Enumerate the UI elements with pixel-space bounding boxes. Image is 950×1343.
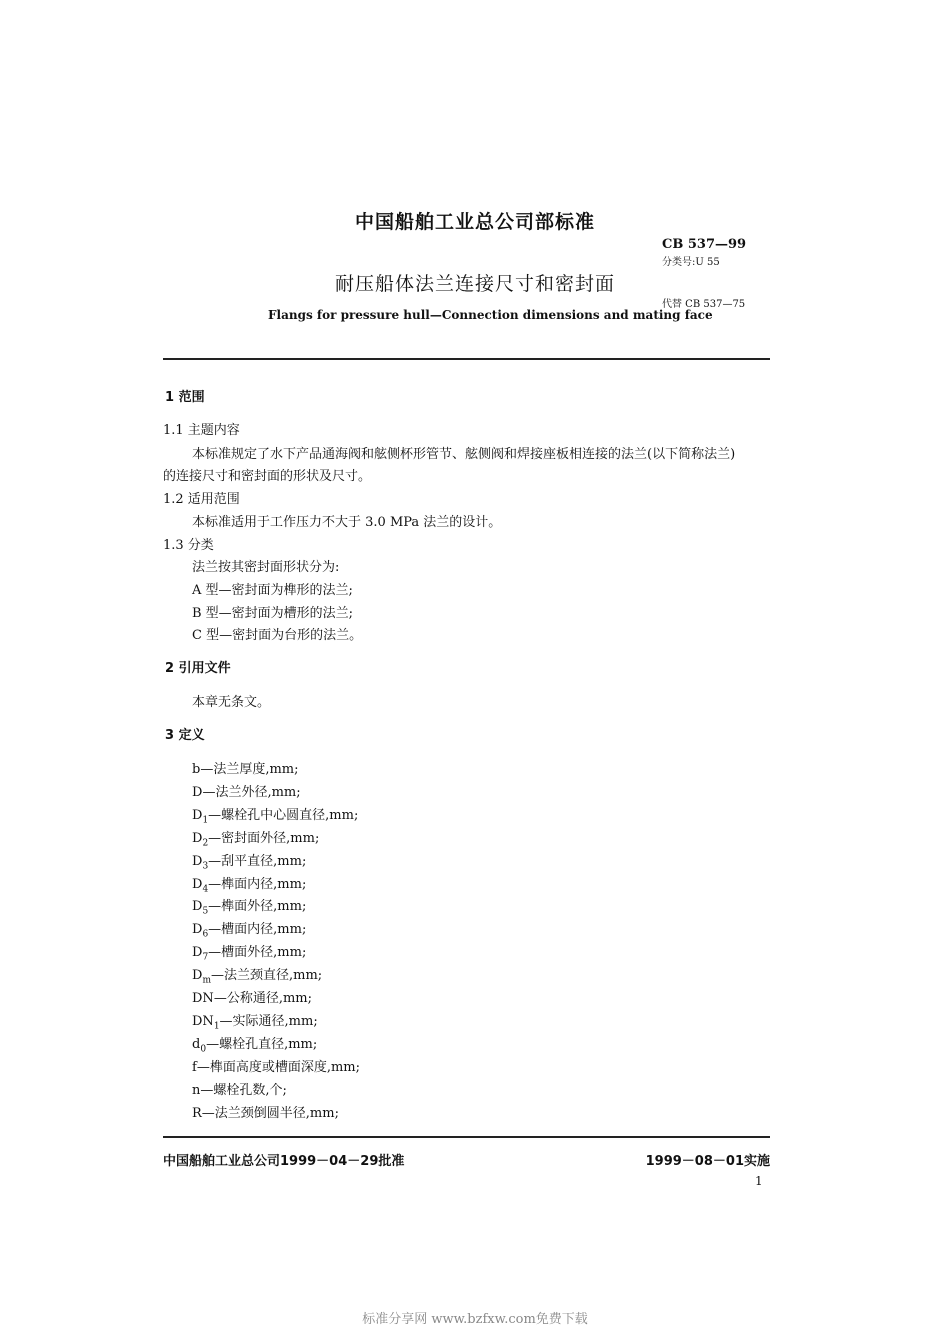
section-1-1-text-line2: 的连接尺寸和密封面的形状及尺寸。 <box>163 469 372 484</box>
definition-item <box>192 1079 287 1098</box>
definition-item <box>192 1010 318 1032</box>
approval-statement: 中国船舶工业总公司1999－04－29批准 <box>163 1154 405 1169</box>
section-1-1-heading: 1.1 主题内容 <box>163 423 240 438</box>
definition-symbol: D <box>192 785 203 800</box>
definition-subscript: 0 <box>200 1044 207 1055</box>
document-title-cn: 耐压船体法兰连接尺寸和密封面 <box>334 273 615 295</box>
watermark: 标准分享网 www.bzfxw.com免费下载 <box>362 1312 588 1327</box>
effective-date: 1999－08－01实施 <box>645 1154 770 1169</box>
definition-symbol: R <box>192 1106 202 1121</box>
definition-symbol: D <box>192 808 203 823</box>
definition-item <box>192 804 358 826</box>
section-1-2-text: 本标准适用于工作压力不大于 3.0 MPa 法兰的设计。 <box>192 515 502 530</box>
definition-symbol: n <box>192 1083 201 1098</box>
organization-standard-title: 中国船舶工业总公司部标准 <box>354 211 595 233</box>
definition-text: —法兰颈倒圆半径,mm; <box>201 1106 339 1121</box>
definition-item <box>192 895 306 917</box>
definition-symbol: f <box>192 1060 197 1075</box>
definition-subscript: 2 <box>202 838 209 849</box>
definition-symbol: D <box>192 945 203 960</box>
definition-symbol: D <box>192 899 203 914</box>
definition-item <box>192 1102 339 1121</box>
section-1-3-type-a: A 型—密封面为榫形的法兰; <box>192 583 353 598</box>
definition-symbol: DN <box>192 1014 214 1029</box>
definition-text: —榫面高度或槽面深度,mm; <box>196 1060 360 1075</box>
section-1-3-type-b: B 型—密封面为槽形的法兰; <box>192 606 354 621</box>
definition-text: —法兰厚度,mm; <box>200 762 299 777</box>
definition-item <box>192 827 319 849</box>
definition-symbol: DN <box>192 991 214 1006</box>
definition-item <box>192 987 312 1006</box>
definition-text: —密封面外径,mm; <box>208 831 320 846</box>
definition-subscript: 1 <box>202 815 209 826</box>
definition-symbol: D <box>192 877 203 892</box>
definition-text: —榫面外径,mm; <box>208 899 307 914</box>
section-2-text: 本章无条文。 <box>192 695 271 710</box>
section-2-heading: 2 引用文件 <box>165 661 231 676</box>
definition-subscript: 3 <box>202 861 209 872</box>
section-1-heading: 1 范围 <box>165 390 205 405</box>
classification-number: 分类号:U 55 <box>662 257 720 268</box>
definition-text: —刮平直径,mm; <box>208 854 307 869</box>
definition-text: —螺栓孔中心圆直径,mm; <box>208 808 359 823</box>
definition-subscript: 7 <box>202 952 209 963</box>
section-1-2-heading: 1.2 适用范围 <box>163 492 240 507</box>
header-divider <box>163 358 770 360</box>
section-1-1-text-line1: 本标准规定了水下产品通海阀和舷侧杯形管节、舷侧阀和焊接座板相连接的法兰(以下简称法兰) <box>192 447 736 462</box>
page-number: 1 <box>755 1174 763 1188</box>
definition-text: —公称通径,mm; <box>213 991 312 1006</box>
definition-symbol: D <box>192 968 203 983</box>
definition-item <box>192 964 322 986</box>
definition-text: —法兰颈直径,mm; <box>210 968 323 983</box>
definition-item <box>192 873 306 895</box>
definition-subscript: 1 <box>213 1021 220 1032</box>
definition-item <box>192 1056 360 1075</box>
footer-divider <box>163 1136 770 1138</box>
definition-text: —螺栓孔直径,mm; <box>206 1037 318 1052</box>
section-1-3-type-c: C 型—密封面为台形的法兰。 <box>192 628 363 643</box>
definition-text: —实际通径,mm; <box>219 1014 318 1029</box>
definition-item <box>192 1033 317 1055</box>
definition-text: —法兰外径,mm; <box>202 785 301 800</box>
definition-subscript: m <box>202 975 211 986</box>
definition-text: —榫面内径,mm; <box>208 877 307 892</box>
definition-text: —螺栓孔数,个; <box>200 1083 287 1098</box>
definition-subscript: 6 <box>202 929 209 940</box>
document-title-en: Flangs for pressure hull—Connection dimensions and mating face <box>268 308 713 322</box>
definition-symbol: d <box>192 1037 201 1052</box>
definition-symbol: b <box>192 762 201 777</box>
definition-subscript: 5 <box>202 906 209 917</box>
definition-item <box>192 941 306 963</box>
replaces-standard: 代替 CB 537—75 <box>662 299 746 310</box>
definition-symbol: D <box>192 922 203 937</box>
definition-text: —槽面外径,mm; <box>208 945 307 960</box>
definition-item <box>192 918 306 940</box>
definition-symbol: D <box>192 854 203 869</box>
section-3-heading: 3 定义 <box>165 728 205 743</box>
definition-item <box>192 781 301 800</box>
definition-subscript: 4 <box>202 884 209 895</box>
definition-item <box>192 758 299 777</box>
definition-item <box>192 850 306 872</box>
definition-symbol: D <box>192 831 203 846</box>
definition-text: —槽面内径,mm; <box>208 922 307 937</box>
section-1-3-heading: 1.3 分类 <box>163 538 214 553</box>
section-1-3-intro: 法兰按其密封面形状分为: <box>192 560 340 575</box>
standard-code: CB 537—99 <box>662 237 747 252</box>
